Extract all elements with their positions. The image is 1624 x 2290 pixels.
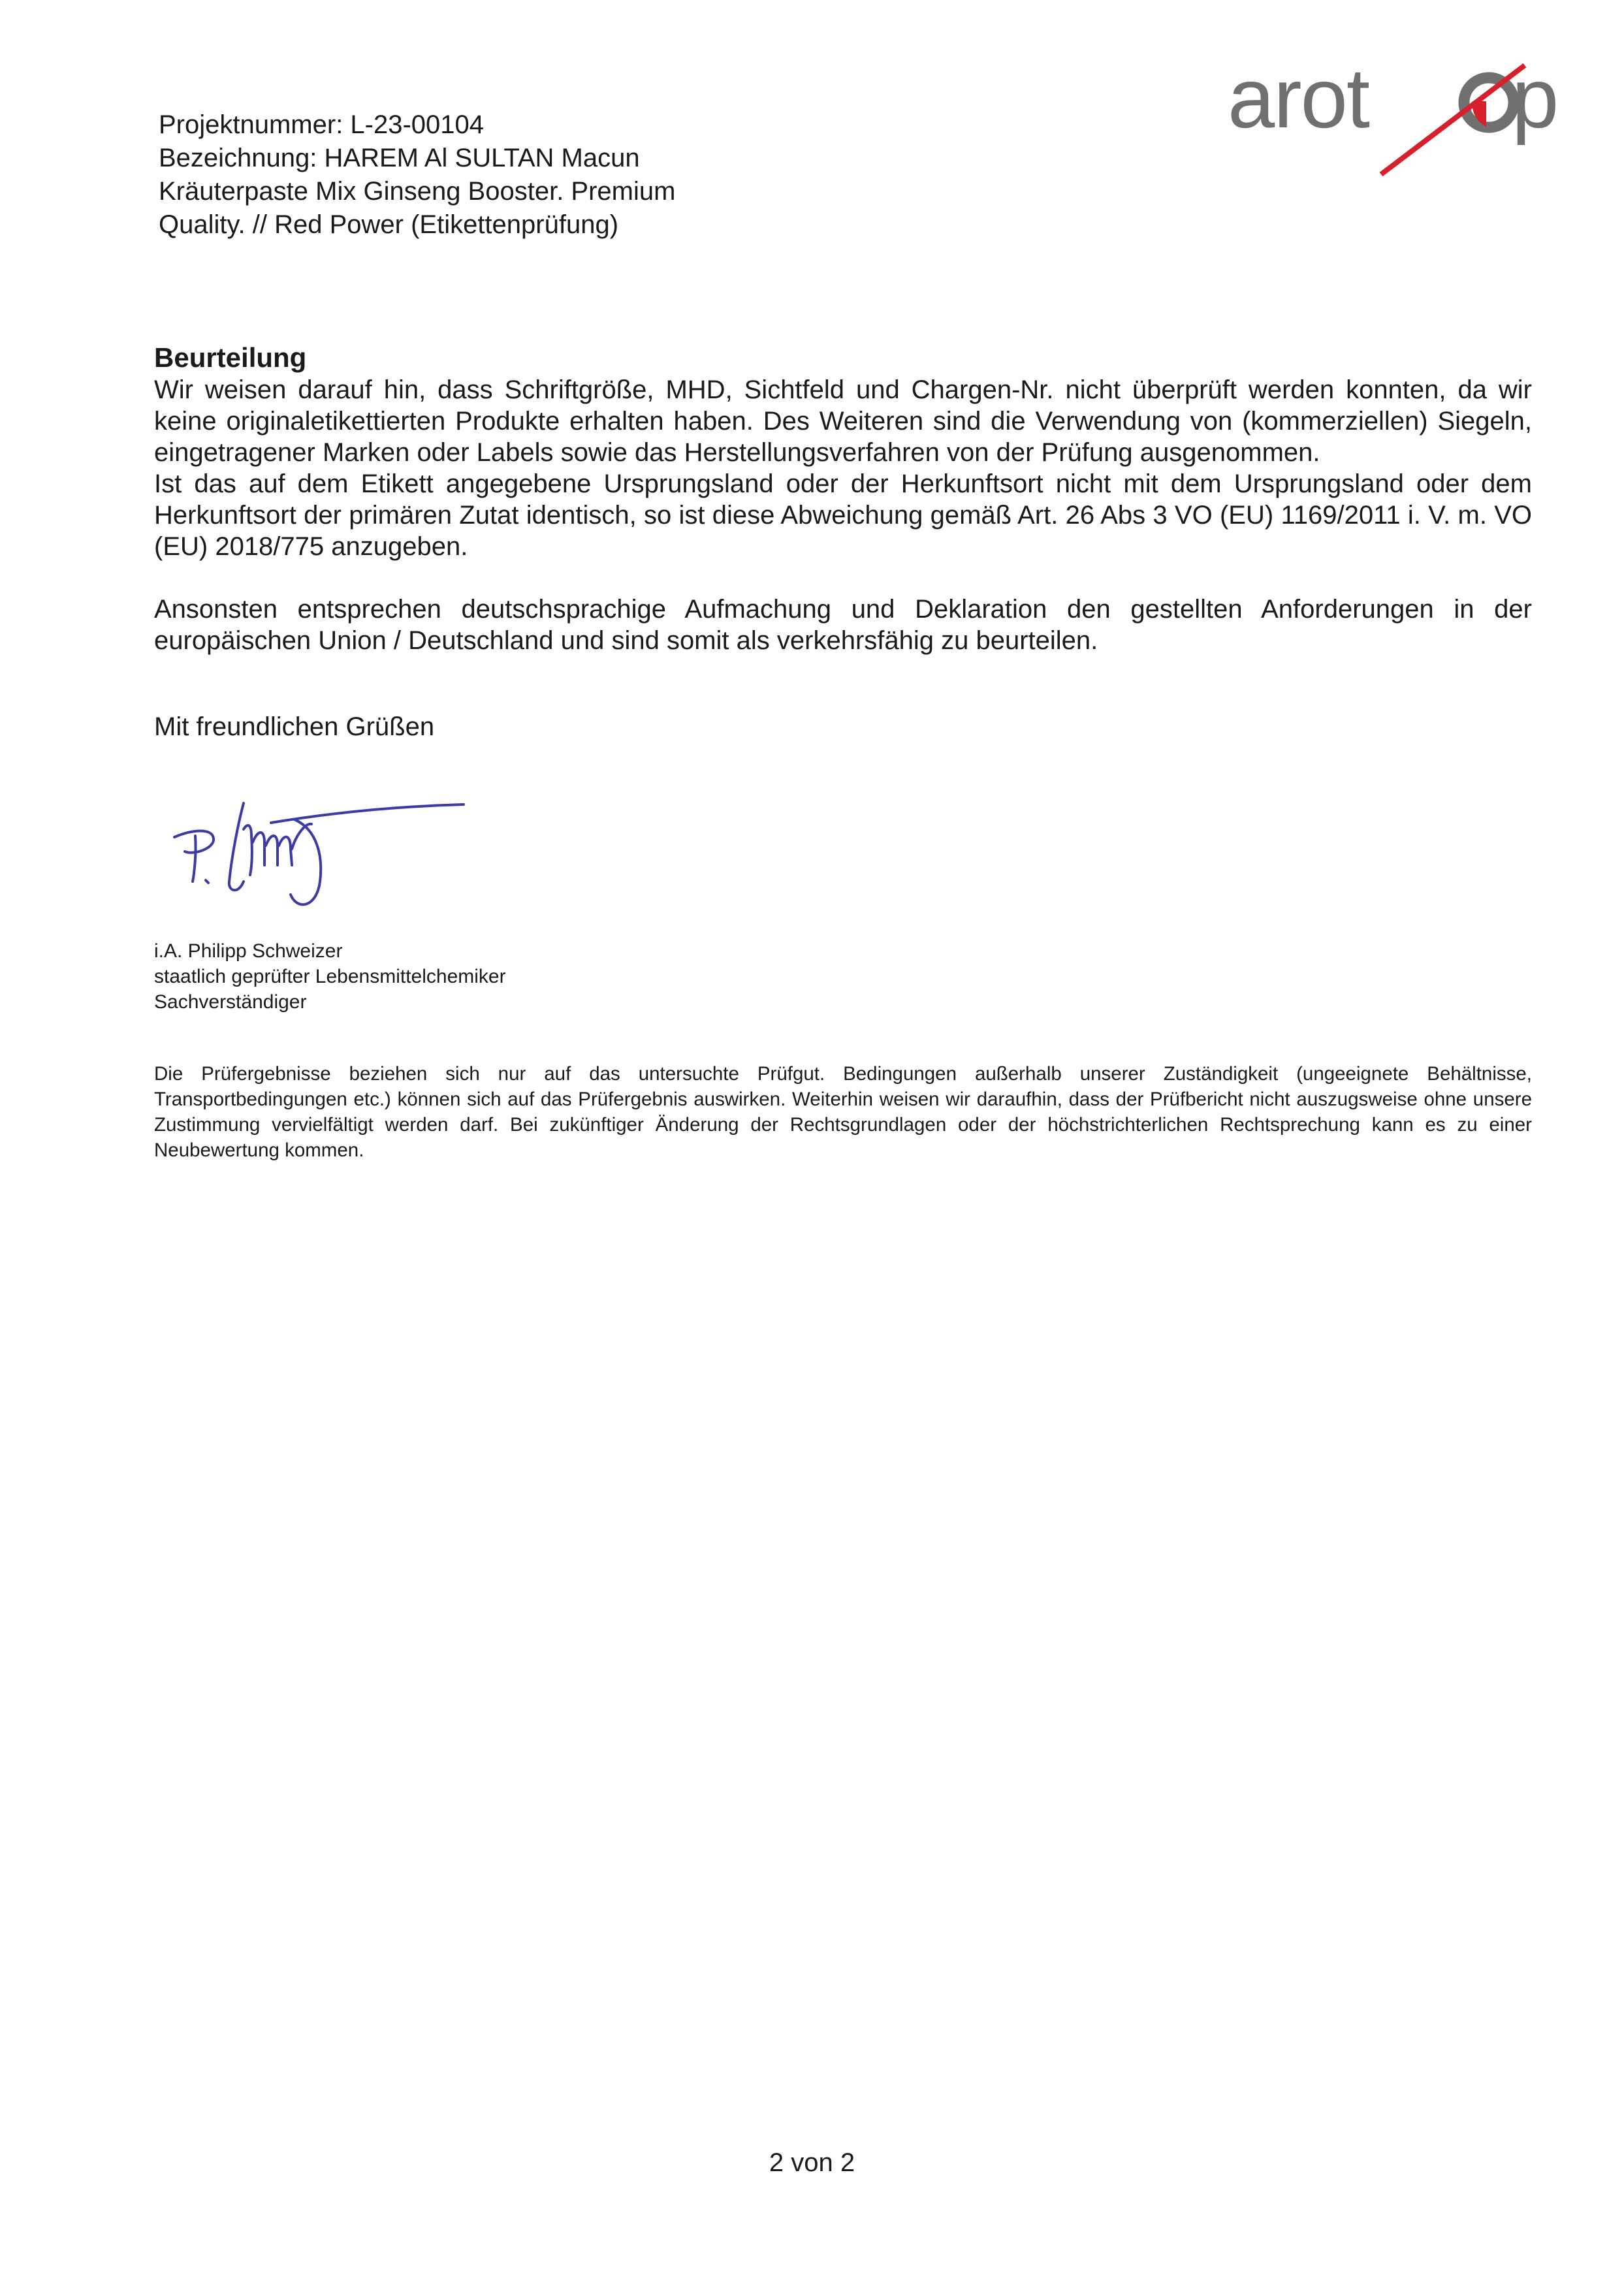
signer-block	[154, 938, 506, 1015]
arotop-logo	[1228, 62, 1561, 180]
assessment-paragraph-2: Ist das auf dem Etikett angegebene Ursprungsland oder der Herkunftsort nicht mit dem Ursprungsland oder dem Herkunftsort der primären Zutat identisch, so ist diese Abweichung gemäß Art. 26 Abs 3 VO (EU) 1169/2011 i. V. m. VO (EU) 2018/775 anzugeben.	[154, 469, 1532, 561]
signer-name: i.A. Philipp Schweizer	[154, 940, 343, 962]
assessment-section	[154, 342, 1532, 656]
header-line-designation: Bezeichnung: HAREM Al SULTAN Macun	[159, 144, 640, 172]
project-header	[159, 108, 812, 242]
signature-image	[167, 784, 467, 934]
header-line-project-number: Projektnummer: L-23-00104	[159, 110, 485, 139]
closing-greeting: Mit freundlichen Grüßen	[154, 712, 435, 741]
page-number: 2 von 2	[769, 2148, 855, 2177]
assessment-paragraph-3: Ansonsten entsprechen deutschsprachige Aufmachung und Deklaration den gestellten Anforderungen in der europäischen Union / Deutschland und sind somit als verkehrsfähig zu beurteilen.	[154, 595, 1532, 655]
header-line-designation-end: Quality. // Red Power (Etikettenprüfung)	[159, 210, 619, 239]
signer-role: Sachverständiger	[154, 991, 307, 1013]
disclaimer-text: Die Prüfergebnisse beziehen sich nur auf das untersuchte Prüfgut. Bedingungen außerhalb unserer Zuständigkeit (ungeeignete Behältnisse, Transportbedingungen etc.) können sich auf das Prüfergebnis auswirken. Weiterhin weisen wir daraufhin, dass der Prüfbericht nicht auszugsweise ohne unsere Zustimmung vervielfältigt werden darf. Bei zukünftiger Änderung der Rechtsgrundlagen oder der höchstrichterlichen Rechtsprechung kann es zu einer Neubewertung kommen.	[154, 1063, 1532, 1161]
svg-text:p: p	[1512, 62, 1559, 146]
signer-title: staatlich geprüfter Lebensmittelchemiker	[154, 966, 506, 987]
svg-text:arot: arot	[1228, 62, 1369, 146]
assessment-paragraph-1: Wir weisen darauf hin, dass Schriftgröße, MHD, Sichtfeld und Chargen-Nr. nicht überprüft werden konnten, da wir keine originaletikettierten Produkte erhalten haben. Des Weiteren sind die Verwendung von (kommerziellen) Siegeln, eingetragener Marken oder Labels sowie das Herstellungsverfahren von der Prüfung ausgenommen.	[154, 375, 1532, 467]
section-title: Beurteilung	[154, 342, 307, 373]
header-line-designation-cont: Kräuterpaste Mix Ginseng Booster. Premium	[159, 177, 676, 206]
